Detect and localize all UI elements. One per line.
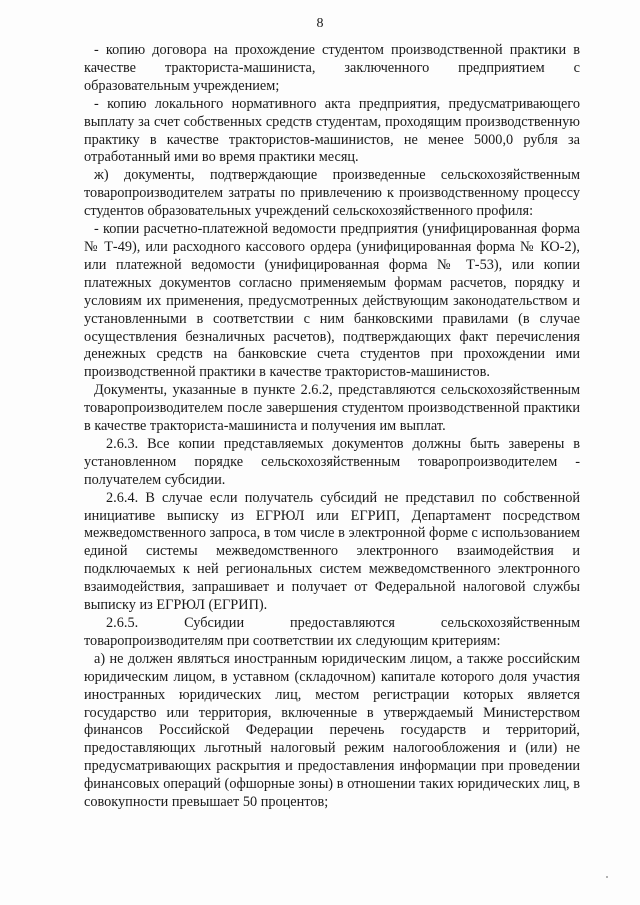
paragraph-2-6-4: 2.6.4. В случае если получатель субсидий не представил по собственной инициативе выписку из ЕГРЮЛ или ЕГРИП, Департамент посредством межведомственного запроса, в том числе в электронной форме с использованием единой системы межведомственного электронного взаимодействия и подключаемых к ней региональных систем межведомственного электронного взаимодействия, запрашивает и получает от Федеральной налоговой службы выписку из ЕГРЮЛ (ЕГРИП). — [84, 489, 580, 614]
paragraph-local-act-copy: - копию локального нормативного акта предприятия, предусматривающего выплату за счет собственных средств студентам, проходящим производственную практику в качестве трактористов-машинистов, не менее 5000,0 рубля за отработанный ими во время практики месяц. — [84, 95, 580, 166]
paragraph-2-6-3: 2.6.3. Все копии представляемых документов должны быть заверены в установленном порядке сельскохозяйственным товаропроизводителем - получателем субсидии. — [84, 435, 580, 488]
paragraph-documents-clause: Документы, указанные в пункте 2.6.2, представляются сельскохозяйственным товаропроизводителем после завершения студентом производственной практики в качестве тракториста-машиниста и получения им выплат. — [84, 382, 580, 435]
paragraph-item-zh: ж) документы, подтверждающие произведенные сельскохозяйственным товаропроизводителем затраты по привлечению к производственному процессу студентов образовательных учреждений сельскохозяйственного профиля: — [84, 167, 580, 220]
paragraph-payroll-copies: - копии расчетно-платежной ведомости предприятия (унифицированная форма № Т-49), или расходного кассового ордера (унифицированная форма № КО-2), или платежной ведомости (унифицированная форма № Т-53), или копии платежных документов согласно применяемым формам расчетов, порядку и условиям их применения, предусмотренных действующим законодательством и установленными в соответствии с ним банковскими правилами (в случае осуществления безналичных расчетов), подтверждающих факт перечисления денежных средств на банковские счета студентов при прохождении ими производственной практики в качестве трактористов-машинистов. — [84, 221, 580, 381]
paragraph-criterion-a: а) не должен являться иностранным юридическим лицом, а также российским юридическим лицом, в уставном (складочном) капитале которого доля участия иностранных юридических лиц, местом регистрации которых является государство или территория, включенные в утверждаемый Министерством финансов Российской Федерации перечень государств и территорий, предоставляющих льготный налоговый режим налогообложения и (или) не предусматривающих раскрытия и предоставления информации при проведении финансовых операций (офшорные зоны) в отношении таких юридических лиц, в совокупности превышает 50 процентов; — [84, 650, 580, 811]
paragraph-contract-copy: - копию договора на прохождение студентом производственной практики в качестве тракториста-машиниста, заключенного предприятием с образовательным учреждением; — [84, 42, 580, 94]
document-body — [84, 42, 580, 812]
page-number: 8 — [316, 16, 324, 31]
scan-speck — [606, 876, 608, 878]
paragraph-2-6-5: 2.6.5. Субсидии предоставляются сельскохозяйственным товаропроизводителям при соответствии их следующим критериям: — [84, 615, 580, 649]
